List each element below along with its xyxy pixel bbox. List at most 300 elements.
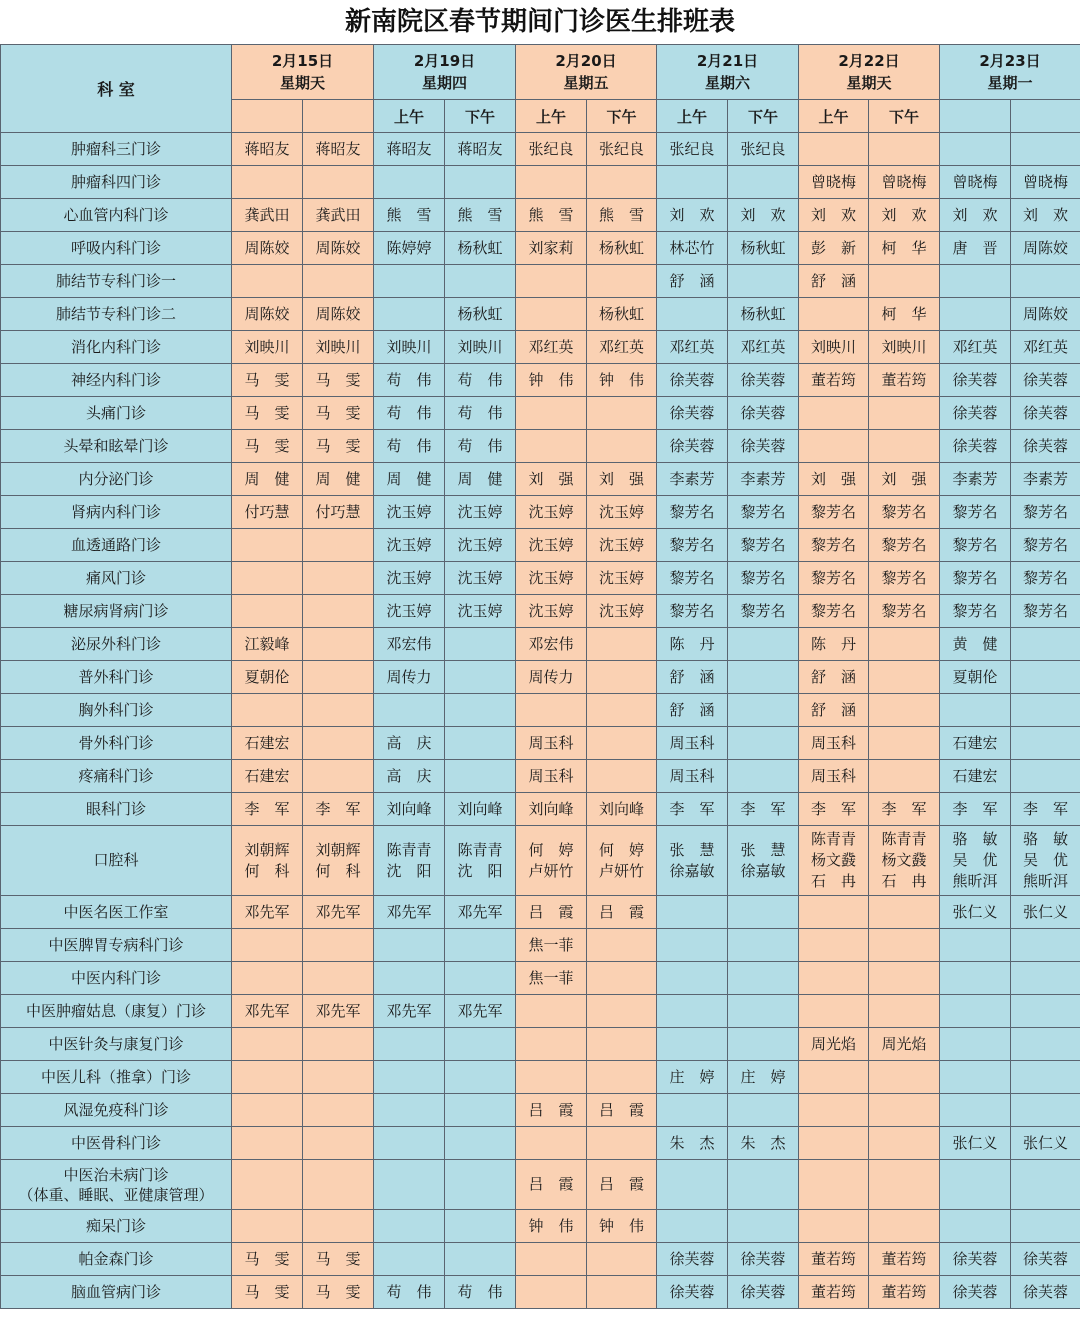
doctor-cell [516, 1276, 587, 1309]
doctor-name: 黄 健 [952, 634, 998, 653]
department-name [1, 331, 232, 364]
doctor-cell [374, 1210, 445, 1243]
session-header-am: 上午 [374, 100, 445, 133]
doctor-name: 付巧慧 [315, 502, 361, 521]
session-header-pm: 下午 [445, 100, 516, 133]
doctor-cell [587, 694, 657, 727]
weekday-label: 星期五 [563, 74, 609, 92]
doctor-cell [232, 364, 303, 397]
doctor-cell [516, 1243, 587, 1276]
doctor-name: 熊 雪 [528, 205, 574, 224]
doctor-cell [869, 529, 940, 562]
doctor-cell [728, 331, 799, 364]
doctor-cell [728, 826, 799, 896]
doctor-cell [940, 962, 1011, 995]
schedule-row [1, 1127, 1080, 1160]
doctor-cell [303, 397, 374, 430]
doctor-cell [940, 1061, 1011, 1094]
doctor-cell [303, 826, 374, 896]
department-name-line: 口腔科 [93, 851, 139, 869]
doctor-name: 黎芳名 [669, 502, 715, 521]
doctor-cell [799, 430, 869, 463]
doctor-cell [232, 896, 303, 929]
doctor-cell [232, 995, 303, 1028]
doctor-cell [799, 1094, 869, 1127]
doctor-name: 黎芳名 [740, 502, 786, 521]
department-name [1, 661, 232, 694]
doctor-name: 马 雯 [244, 436, 290, 455]
doctor-cell [587, 529, 657, 562]
doctor-name: 黎芳名 [1022, 568, 1068, 587]
doctor-cell [374, 826, 445, 896]
doctor-cell [869, 496, 940, 529]
department-name [1, 727, 232, 760]
doctor-cell [657, 962, 728, 995]
doctor-cell [1011, 826, 1080, 896]
doctor-name: 夏朝伦 [244, 667, 290, 686]
doctor-name: 黎芳名 [669, 535, 715, 554]
doctor-name: 沈玉婷 [386, 568, 432, 587]
doctor-cell [374, 463, 445, 496]
doctor-cell [869, 1127, 940, 1160]
doctor-name: 沈玉婷 [528, 601, 574, 620]
doctor-cell [940, 298, 1011, 331]
doctor-cell [445, 562, 516, 595]
doctor-cell [303, 529, 374, 562]
doctor-name: 李 军 [740, 799, 786, 818]
doctor-cell [869, 397, 940, 430]
doctor-cell [303, 331, 374, 364]
doctor-cell [728, 298, 799, 331]
doctor-cell [1011, 962, 1080, 995]
doctor-name: 沈 阳 [457, 861, 503, 880]
doctor-cell [587, 1210, 657, 1243]
doctor-name: 陈青青 [881, 830, 927, 848]
doctor-cell [869, 133, 940, 166]
doctor-cell [516, 133, 587, 166]
schedule-row [1, 628, 1080, 661]
doctor-cell [516, 331, 587, 364]
doctor-cell [728, 760, 799, 793]
doctor-cell [728, 364, 799, 397]
schedule-row [1, 896, 1080, 929]
doctor-cell [728, 661, 799, 694]
doctor-cell [587, 896, 657, 929]
doctor-name: 周玉科 [528, 766, 574, 785]
doctor-cell [657, 265, 728, 298]
doctor-name: 苟 伟 [386, 436, 432, 455]
doctor-name: 何 科 [244, 861, 290, 880]
schedule-row [1, 1276, 1080, 1309]
doctor-cell [940, 331, 1011, 364]
doctor-cell [657, 896, 728, 929]
department-name-line: 肺结节专科门诊一 [55, 271, 176, 290]
schedule-row [1, 463, 1080, 496]
doctor-name: 焦一菲 [528, 968, 574, 987]
doctor-cell [445, 962, 516, 995]
doctor-name: 钟 伟 [528, 370, 574, 389]
doctor-cell [869, 331, 940, 364]
doctor-name: 黎芳名 [740, 601, 786, 620]
doctor-cell [516, 364, 587, 397]
doctor-cell [940, 265, 1011, 298]
doctor-cell [728, 694, 799, 727]
doctor-name: 邓宏伟 [386, 634, 432, 653]
department-name-line: 中医内科门诊 [70, 968, 161, 987]
doctor-name: 唐 晋 [952, 238, 998, 257]
doctor-cell [303, 199, 374, 232]
doctor-cell [303, 133, 374, 166]
doctor-name: 刘 强 [810, 469, 856, 488]
doctor-name: 卢妍竹 [598, 861, 644, 880]
doctor-name: 何 婷 [528, 840, 574, 859]
doctor-cell [587, 298, 657, 331]
doctor-name: 黎芳名 [669, 568, 715, 587]
doctor-cell [657, 529, 728, 562]
doctor-cell [799, 529, 869, 562]
doctor-cell [445, 896, 516, 929]
doctor-name: 周光焰 [881, 1034, 927, 1053]
doctor-cell [1011, 331, 1080, 364]
department-name-line: 中医脾胃专病科门诊 [48, 935, 184, 954]
doctor-cell [303, 1028, 374, 1061]
doctor-cell [940, 562, 1011, 595]
doctor-cell [869, 1061, 940, 1094]
doctor-cell [587, 496, 657, 529]
doctor-cell [940, 896, 1011, 929]
doctor-cell [303, 463, 374, 496]
doctor-cell [374, 166, 445, 199]
doctor-cell [303, 628, 374, 661]
doctor-cell [1011, 199, 1080, 232]
department-name [1, 1028, 232, 1061]
doctor-name: 董若筠 [810, 1282, 856, 1301]
doctor-cell [869, 661, 940, 694]
doctor-name: 杨秋虹 [457, 238, 503, 257]
doctor-cell [587, 1127, 657, 1160]
doctor-cell [940, 595, 1011, 628]
doctor-cell [940, 826, 1011, 896]
doctor-cell [869, 562, 940, 595]
doctor-name: 沈玉婷 [598, 568, 644, 587]
doctor-name: 黎芳名 [1022, 601, 1068, 620]
doctor-cell [303, 1127, 374, 1160]
doctor-name: 周 健 [244, 469, 290, 488]
doctor-cell [799, 166, 869, 199]
doctor-name: 张仁义 [952, 1133, 998, 1152]
doctor-cell [445, 1094, 516, 1127]
doctor-cell [516, 232, 587, 265]
doctor-cell [940, 628, 1011, 661]
doctor-cell [869, 962, 940, 995]
doctor-cell [657, 595, 728, 628]
department-name-line: 中医名医工作室 [63, 902, 169, 921]
doctor-cell [303, 166, 374, 199]
doctor-cell [728, 995, 799, 1028]
doctor-cell [799, 265, 869, 298]
doctor-cell [1011, 562, 1080, 595]
department-name-line: 中医治未病门诊 [63, 1165, 169, 1184]
doctor-name: 沈玉婷 [528, 535, 574, 554]
doctor-cell [516, 298, 587, 331]
doctor-cell [799, 896, 869, 929]
doctor-cell [303, 595, 374, 628]
doctor-cell [374, 1160, 445, 1210]
doctor-name: 张 慧 [669, 840, 715, 859]
doctor-cell [516, 896, 587, 929]
doctor-name: 刘朝辉 [244, 840, 290, 859]
doctor-cell [869, 995, 940, 1028]
doctor-name: 徐芙蓉 [669, 1249, 715, 1268]
doctor-cell [587, 727, 657, 760]
doctor-name: 徐芙蓉 [1022, 436, 1068, 455]
doctor-cell [445, 1160, 516, 1210]
doctor-cell [516, 1028, 587, 1061]
department-name [1, 397, 232, 430]
doctor-cell [940, 793, 1011, 826]
doctor-cell [869, 896, 940, 929]
doctor-cell [1011, 694, 1080, 727]
doctor-cell [374, 595, 445, 628]
doctor-cell [374, 232, 445, 265]
doctor-name: 黎芳名 [740, 568, 786, 587]
doctor-name: 陈青青 [386, 840, 432, 859]
doctor-cell [1011, 661, 1080, 694]
session-header-am: 上午 [799, 100, 869, 133]
doctor-cell [869, 595, 940, 628]
doctor-cell [728, 463, 799, 496]
doctor-name: 刘 强 [598, 469, 644, 488]
doctor-cell [445, 463, 516, 496]
doctor-cell [1011, 496, 1080, 529]
doctor-name: 徐芙蓉 [740, 1282, 786, 1301]
doctor-name: 周陈姣 [244, 304, 290, 323]
doctor-cell [799, 364, 869, 397]
doctor-cell [657, 995, 728, 1028]
doctor-name: 刘 欢 [881, 205, 927, 224]
doctor-name: 庄 婷 [669, 1067, 715, 1086]
doctor-name: 黎芳名 [881, 502, 927, 521]
doctor-cell [374, 430, 445, 463]
doctor-name: 沈玉婷 [386, 601, 432, 620]
doctor-cell [1011, 1210, 1080, 1243]
doctor-name: 刘向峰 [386, 799, 432, 818]
doctor-cell [374, 727, 445, 760]
doctor-cell [1011, 1127, 1080, 1160]
doctor-cell [1011, 1160, 1080, 1210]
doctor-cell [374, 133, 445, 166]
doctor-cell [799, 1127, 869, 1160]
department-name [1, 1127, 232, 1160]
doctor-name: 骆 敏 [1022, 830, 1068, 848]
doctor-cell [587, 793, 657, 826]
doctor-cell [445, 397, 516, 430]
doctor-cell [728, 1028, 799, 1061]
doctor-name: 蒋昭友 [315, 139, 361, 158]
doctor-cell [1011, 929, 1080, 962]
doctor-name: 沈玉婷 [386, 535, 432, 554]
schedule-row [1, 265, 1080, 298]
doctor-cell [869, 1028, 940, 1061]
schedule-row [1, 397, 1080, 430]
doctor-name: 李 军 [881, 799, 927, 818]
doctor-cell [516, 496, 587, 529]
date-header [516, 45, 657, 100]
doctor-cell [799, 1061, 869, 1094]
doctor-cell [516, 463, 587, 496]
schedule-row [1, 1243, 1080, 1276]
doctor-cell [799, 962, 869, 995]
schedule-table [0, 44, 1080, 1309]
doctor-cell [869, 199, 940, 232]
doctor-cell [587, 595, 657, 628]
doctor-cell [445, 331, 516, 364]
doctor-name: 吕 霞 [598, 1175, 644, 1193]
doctor-name: 陈婷婷 [386, 238, 432, 257]
doctor-cell [516, 430, 587, 463]
doctor-name: 卢妍竹 [528, 861, 574, 880]
doctor-cell [374, 265, 445, 298]
doctor-cell [657, 826, 728, 896]
doctor-cell [445, 364, 516, 397]
doctor-name: 徐芙蓉 [669, 370, 715, 389]
doctor-name: 邓先军 [315, 1001, 361, 1020]
doctor-cell [232, 1028, 303, 1061]
doctor-cell [232, 1061, 303, 1094]
doctor-cell [374, 1061, 445, 1094]
doctor-cell [799, 463, 869, 496]
doctor-cell [940, 133, 1011, 166]
doctor-cell [232, 694, 303, 727]
doctor-name: 刘映川 [244, 337, 290, 356]
doctor-cell [374, 1243, 445, 1276]
doctor-cell [303, 1210, 374, 1243]
doctor-cell [587, 1160, 657, 1210]
doctor-name: 徐芙蓉 [740, 436, 786, 455]
doctor-name: 熊 雪 [457, 205, 503, 224]
doctor-cell [516, 1094, 587, 1127]
doctor-name: 沈玉婷 [598, 502, 644, 521]
date-header [940, 45, 1080, 100]
doctor-name: 徐嘉敏 [669, 861, 715, 880]
doctor-name: 徐芙蓉 [1022, 1282, 1068, 1301]
doctor-cell [799, 562, 869, 595]
doctor-name: 杨秋虹 [598, 304, 644, 323]
doctor-cell [516, 628, 587, 661]
doctor-name: 董若筠 [881, 1249, 927, 1268]
doctor-cell [374, 364, 445, 397]
doctor-cell [516, 1061, 587, 1094]
doctor-cell [516, 760, 587, 793]
doctor-cell [374, 199, 445, 232]
department-name [1, 1094, 232, 1127]
doctor-name: 龚武田 [315, 205, 361, 224]
doctor-name: 徐芙蓉 [952, 370, 998, 389]
doctor-name: 周陈姣 [244, 238, 290, 257]
doctor-cell [728, 199, 799, 232]
doctor-cell [799, 628, 869, 661]
doctor-cell [799, 133, 869, 166]
doctor-cell [1011, 529, 1080, 562]
weekday-label: 星期天 [279, 74, 325, 92]
doctor-cell [869, 826, 940, 896]
doctor-cell [445, 430, 516, 463]
doctor-cell [728, 896, 799, 929]
doctor-name: 杨秋虹 [457, 304, 503, 323]
doctor-cell [587, 929, 657, 962]
doctor-cell [516, 1160, 587, 1210]
department-name-line: 中医肿瘤姑息（康复）门诊 [25, 1001, 206, 1020]
doctor-cell [587, 463, 657, 496]
doctor-cell [516, 1210, 587, 1243]
doctor-name: 邓先军 [315, 902, 361, 921]
doctor-cell [1011, 1061, 1080, 1094]
doctor-name: 董若筠 [881, 370, 927, 389]
schedule-row [1, 364, 1080, 397]
doctor-name: 蒋昭友 [457, 139, 503, 158]
doctor-cell [445, 793, 516, 826]
department-name [1, 1276, 232, 1309]
doctor-cell [728, 727, 799, 760]
doctor-name: 吕 霞 [528, 1175, 574, 1193]
doctor-cell [587, 133, 657, 166]
doctor-cell [232, 232, 303, 265]
department-name-line: 呼吸内科门诊 [70, 238, 161, 257]
doctor-cell [869, 1243, 940, 1276]
doctor-cell [232, 1243, 303, 1276]
doctor-cell [445, 661, 516, 694]
department-name-line: 中医针灸与康复门诊 [48, 1034, 184, 1053]
doctor-cell [799, 1243, 869, 1276]
session-header-am: 上午 [516, 100, 587, 133]
doctor-cell [232, 793, 303, 826]
doctor-name: 付巧慧 [244, 502, 290, 521]
doctor-cell [1011, 298, 1080, 331]
doctor-cell [232, 529, 303, 562]
doctor-cell [869, 298, 940, 331]
doctor-cell [869, 430, 940, 463]
doctor-cell [374, 1276, 445, 1309]
schedule-row [1, 760, 1080, 793]
doctor-cell [940, 166, 1011, 199]
doctor-cell [232, 595, 303, 628]
doctor-name: 吴 优 [952, 851, 998, 869]
doctor-cell [516, 962, 587, 995]
doctor-name: 石 冉 [881, 872, 927, 890]
doctor-cell [303, 1243, 374, 1276]
doctor-cell [587, 199, 657, 232]
doctor-name: 吴 优 [1022, 851, 1068, 869]
doctor-name: 黎芳名 [952, 535, 998, 554]
doctor-cell [374, 929, 445, 962]
doctor-cell [303, 232, 374, 265]
doctor-cell [869, 628, 940, 661]
doctor-name: 刘映川 [881, 337, 927, 356]
date-label: 2月22日 [838, 52, 900, 70]
doctor-cell [940, 199, 1011, 232]
doctor-cell [799, 1160, 869, 1210]
doctor-cell [657, 661, 728, 694]
doctor-cell [516, 826, 587, 896]
schedule-row [1, 727, 1080, 760]
doctor-name: 刘映川 [457, 337, 503, 356]
department-name [1, 826, 232, 896]
department-name [1, 496, 232, 529]
doctor-name: 石建宏 [244, 733, 290, 752]
doctor-name: 李 军 [315, 799, 361, 818]
doctor-name: 熊昕洱 [952, 872, 998, 890]
doctor-cell [1011, 1276, 1080, 1309]
